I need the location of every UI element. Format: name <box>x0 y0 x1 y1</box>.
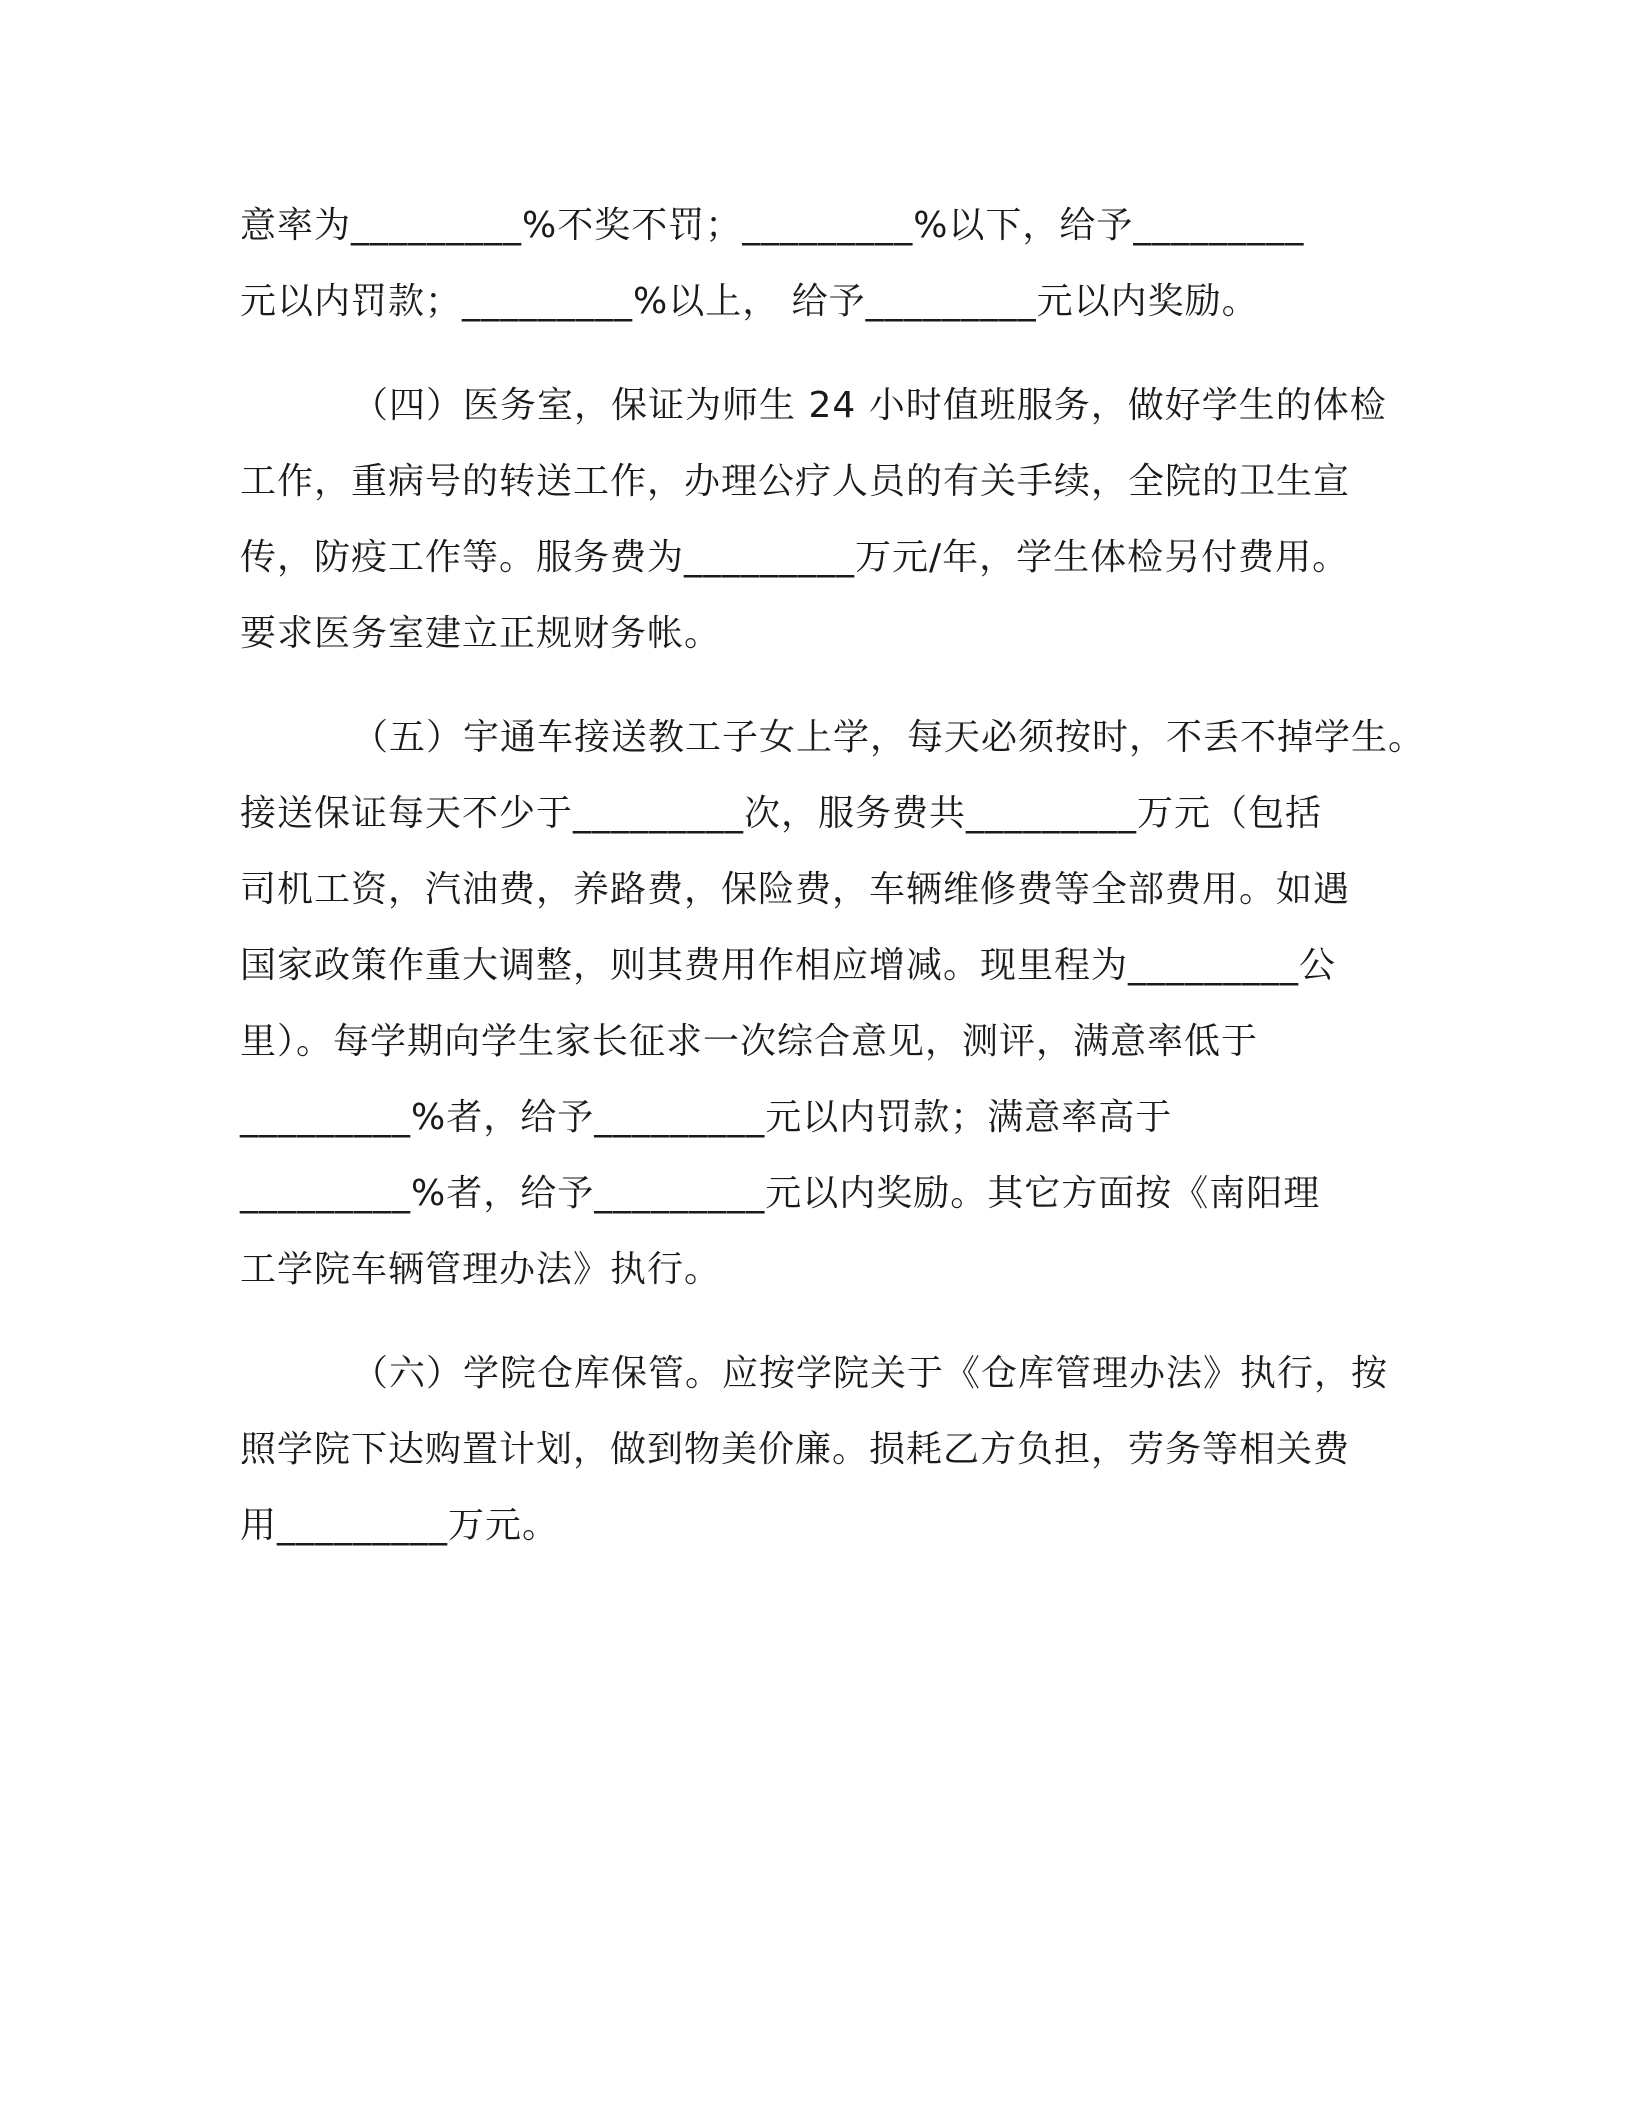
text-line: 元以内罚款；_________%以上， 给予_________元以内奖励。 <box>240 281 1259 322</box>
text-line: 工学院车辆管理办法》执行。 <box>240 1249 722 1290</box>
text-line: 接送保证每天不少于_________次，服务费共_________万元（包括 <box>240 793 1323 834</box>
text-line: （六）学院仓库保管。应按学院关于《仓库管理办法》执行，按 <box>352 1353 1389 1394</box>
text-line: 意率为_________%不奖不罚；_________%以下，给予_________ <box>240 205 1305 246</box>
text-line: 里）。每学期向学生家长征求一次综合意见，测评，满意率低于 <box>240 1021 1259 1062</box>
text-line: 用_________万元。 <box>240 1505 560 1546</box>
text-line: 工作，重病号的转送工作，办理公疗人员的有关手续，全院的卫生宣 <box>240 461 1351 502</box>
text-line: （五）宇通车接送教工子女上学，每天必须按时，不丢不掉学生。 <box>352 717 1426 758</box>
paragraph-clinic <box>240 368 1410 672</box>
document-body <box>240 188 1426 1564</box>
paragraph-warehouse <box>240 1336 1410 1564</box>
paragraph-satisfaction-rate <box>240 188 1410 340</box>
text-line: _________%者，给予_________元以内罚款；满意率高于 <box>240 1097 1173 1138</box>
paragraph-school-bus <box>240 700 1426 1308</box>
text-line: 照学院下达购置计划，做到物美价廉。损耗乙方负担，劳务等相关费 <box>240 1429 1351 1470</box>
text-line: 要求医务室建立正规财务帐。 <box>240 613 722 654</box>
text-line: 国家政策作重大调整，则其费用作相应增减。现里程为_________公 <box>240 945 1337 986</box>
text-line: _________%者，给予_________元以内奖励。其它方面按《南阳理 <box>240 1173 1321 1214</box>
text-line: 传，防疫工作等。服务费为_________万元/年，学生体检另付费用。 <box>240 537 1350 578</box>
text-line: （四）医务室，保证为师生 24 小时值班服务，做好学生的体检 <box>352 385 1387 426</box>
text-line: 司机工资，汽油费，养路费，保险费，车辆维修费等全部费用。如遇 <box>240 869 1351 910</box>
